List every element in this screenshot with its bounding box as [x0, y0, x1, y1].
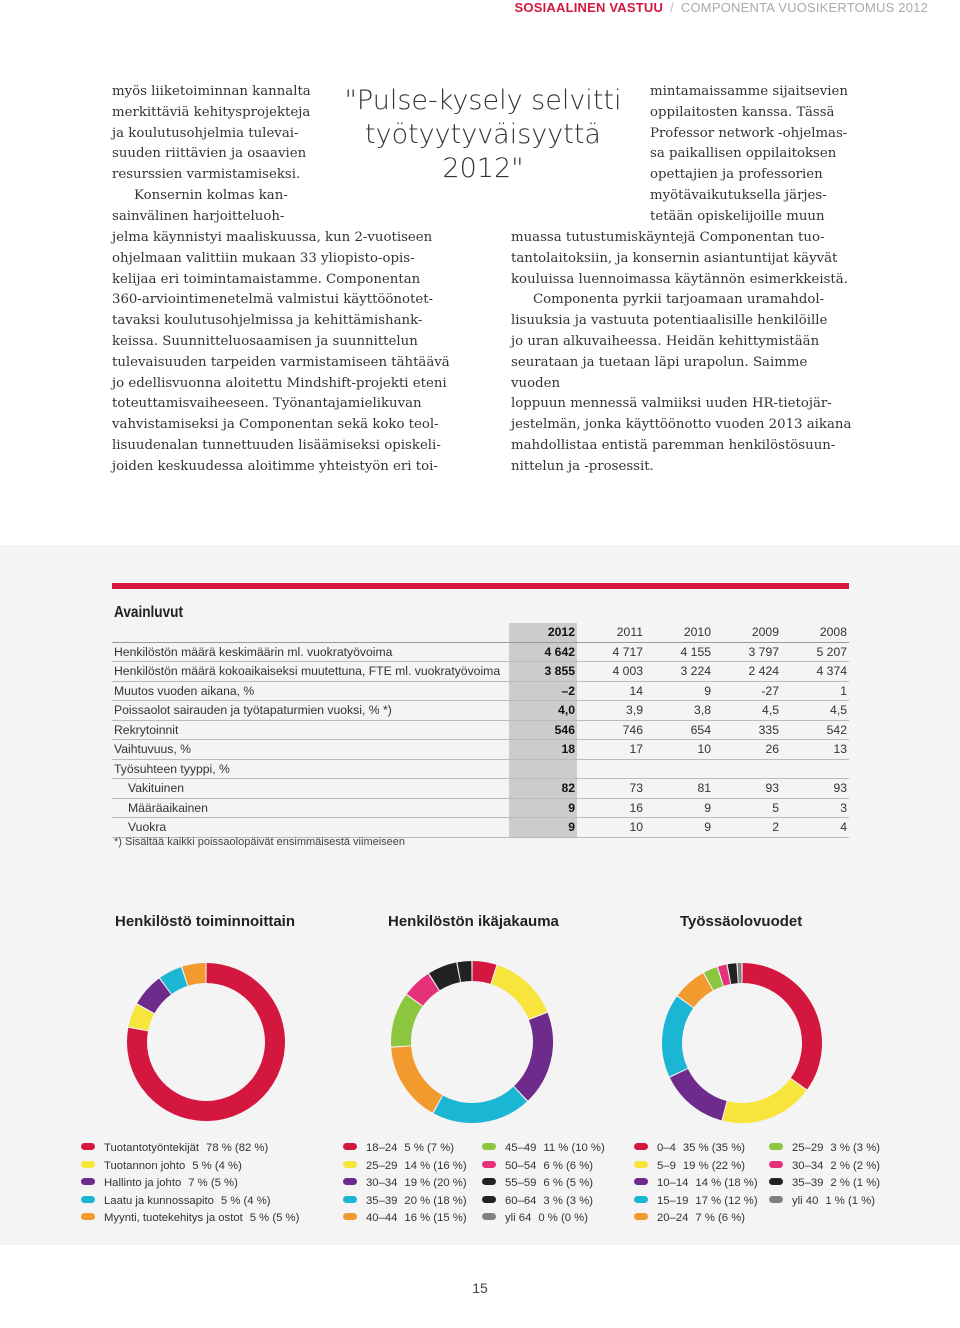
- donut-slice: [679, 1073, 724, 1110]
- legend-swatch: [343, 1196, 357, 1203]
- value-cell: 3 855: [509, 662, 577, 682]
- donut-slice: [473, 971, 494, 974]
- legend-value: 35 % (35 %): [682, 1142, 746, 1154]
- donut-slice: [709, 977, 720, 982]
- text-line: ohjelmaan valittiin mukaan 33 yliopisto-opis-: [112, 250, 415, 266]
- text-line: resurssien varmistamiseksi.: [112, 167, 301, 183]
- value-cell: 2: [713, 818, 781, 838]
- text-line: kelijaa eri toimintamaistamme. Componentan: [112, 271, 421, 287]
- value-cell: 9: [645, 818, 713, 838]
- legend-item: [343, 1140, 467, 1158]
- legend-swatch: [343, 1213, 357, 1220]
- legend-value: 5 % (5 %): [249, 1212, 300, 1224]
- header-label-cell: [112, 623, 509, 642]
- value-cell: -27: [713, 681, 781, 701]
- value-cell: 3 797: [713, 642, 781, 662]
- text-col1-narrow: [112, 82, 312, 228]
- legend-item: [81, 1140, 299, 1158]
- value-cell: 73: [577, 779, 645, 799]
- value-cell: 335: [713, 720, 781, 740]
- value-cell: [577, 759, 645, 779]
- legend-label: 20–24: [657, 1212, 689, 1224]
- value-cell: 654: [645, 720, 713, 740]
- text-line: Componenta pyrkii tarjoamaan uramahdol-: [533, 292, 825, 308]
- legend-value: 5 % (4 %): [220, 1194, 271, 1207]
- text-line: loppuun mennessä valmiiksi uuden HR-tietojär-: [511, 396, 832, 412]
- legend-tenure-b: [769, 1140, 880, 1210]
- legend-swatch: [769, 1143, 783, 1150]
- legend-value: 2 % (2 %): [830, 1159, 881, 1172]
- legend-swatch: [769, 1178, 783, 1185]
- year-header: 2012: [509, 623, 577, 642]
- row-label: Työsuhteen tyyppi, %: [112, 759, 509, 779]
- pull-quote: [338, 84, 628, 186]
- chart-title-functions: Henkilöstö toiminnoittain: [115, 913, 295, 930]
- donut-slice: [459, 971, 471, 972]
- legend-swatch: [482, 1161, 496, 1168]
- value-cell: 4,5: [713, 701, 781, 721]
- legend-swatch: [634, 1213, 648, 1220]
- legend-item: [81, 1175, 299, 1193]
- year-header: 2009: [713, 623, 781, 642]
- text-line: jo edellisvuonna aloitettu Mindshift-projekti eteni: [112, 375, 447, 391]
- legend-value: 2 % (1 %): [830, 1177, 881, 1189]
- legend-value: 19 % (20 %): [404, 1177, 467, 1189]
- legend-item: [482, 1210, 605, 1228]
- table-row: [112, 642, 849, 662]
- value-cell: 18: [509, 740, 577, 760]
- legend-item: [343, 1210, 467, 1228]
- legend-label: yli 40: [792, 1194, 819, 1207]
- text-line: joiden keskuudessa aloitimme yhteistyön eri toi-: [112, 458, 438, 474]
- quote-line: 2012": [442, 153, 524, 184]
- legend-item: [81, 1210, 299, 1228]
- value-cell: 4 003: [577, 662, 645, 682]
- donut-slice: [415, 982, 434, 999]
- text-line: kouluissa luennoimassa käytännön esimerkkeistä.: [511, 271, 848, 287]
- legend-tenure-a: [634, 1140, 758, 1228]
- legend-item: [343, 1193, 467, 1211]
- text-line: sa paikallisen oppilaitoksen: [650, 146, 837, 162]
- text-line: seurataan ja tuetaan läpi urapolun. Saimme vuoden: [511, 354, 808, 391]
- text-line: jo uran alkuvaiheessa. Heidän kehittymistään: [511, 333, 820, 349]
- table-row: [112, 779, 849, 799]
- value-cell: 81: [645, 779, 713, 799]
- donut-slice: [166, 977, 184, 986]
- legend-swatch: [769, 1196, 783, 1203]
- text-line: lisuuksia ja vastuuta potentiaalisille henkilöille: [511, 313, 828, 329]
- donut-slice: [725, 1085, 798, 1113]
- page-number: 15: [472, 1280, 488, 1296]
- table-footnote: *) Sisältää kaikki poissaolopäivät ensimmäisestä viimeiseen: [114, 836, 406, 848]
- text-col2-narrow: [650, 82, 850, 228]
- legend-item: [634, 1158, 758, 1176]
- table-row: [112, 740, 849, 760]
- text-line: nittelun ja -prosessit.: [511, 458, 654, 474]
- donut-slice: [521, 1016, 543, 1093]
- legend-label: 50–54: [505, 1159, 537, 1172]
- text-line: ja koulutusohjelmia tulevai-: [112, 125, 299, 141]
- legend-label: 25–29: [792, 1142, 824, 1154]
- value-cell: 9: [645, 681, 713, 701]
- text-line: 360-arviointimenetelmä valmistui käyttöönotet-: [112, 292, 434, 308]
- row-label: Vakituinen: [112, 779, 509, 799]
- value-cell: 10: [645, 740, 713, 760]
- value-cell: –2: [509, 681, 577, 701]
- text-line: tantolaitoksiin, ja konsernin asiantuntijat käyvät: [511, 250, 838, 266]
- legend-label: 30–34: [792, 1159, 824, 1172]
- legend-functions: [81, 1140, 299, 1228]
- donut-slice: [434, 972, 458, 981]
- year-header: 2011: [577, 623, 645, 642]
- legend-value: 16 % (15 %): [404, 1212, 467, 1224]
- quote-line: "Pulse-kysely selvitti: [344, 85, 622, 116]
- legend-item: [81, 1193, 299, 1211]
- legend-swatch: [482, 1196, 496, 1203]
- legend-swatch: [81, 1213, 95, 1220]
- legend-label: 0–4: [657, 1142, 676, 1154]
- row-label: Henkilöstön määrä keskimäärin ml. vuokratyövoima: [112, 642, 509, 662]
- row-label: Määräaikainen: [112, 798, 509, 818]
- value-cell: 9: [645, 798, 713, 818]
- table-row: [112, 662, 849, 682]
- legend-value: 19 % (22 %): [682, 1159, 746, 1172]
- legend-label: 5–9: [657, 1159, 676, 1172]
- year-header: 2008: [781, 623, 849, 642]
- donut-slice: [401, 1001, 414, 1046]
- legend-value: 7 % (6 %): [695, 1212, 746, 1224]
- donut-slice: [438, 1094, 520, 1113]
- table-row: [112, 759, 849, 779]
- row-label: Vaihtuvuus, %: [112, 740, 509, 760]
- legend-label: Tuotantotyöntekijät: [104, 1142, 200, 1154]
- text-line: opettajien ja professorien: [650, 167, 823, 183]
- value-cell: 4,0: [509, 701, 577, 721]
- legend-label: Myynti, tuotekehitys ja ostot: [104, 1212, 243, 1224]
- legend-label: 15–19: [657, 1194, 689, 1207]
- donut-chart-functions: [126, 962, 286, 1122]
- legend-swatch: [634, 1196, 648, 1203]
- legend-age-a: [343, 1140, 467, 1228]
- legend-label: 18–24: [366, 1142, 398, 1154]
- legend-item: [634, 1210, 758, 1228]
- legend-label: Laatu ja kunnossapito: [104, 1194, 214, 1207]
- text-line: Konsernin kolmas kan-: [134, 187, 288, 203]
- legend-swatch: [634, 1178, 648, 1185]
- table-row: [112, 818, 849, 838]
- legend-value: 14 % (16 %): [404, 1159, 467, 1172]
- legend-item: [634, 1193, 758, 1211]
- legend-value: 1 % (1 %): [825, 1194, 875, 1207]
- key-figures-table: [112, 623, 849, 838]
- text-line: myös liiketoiminnan kannalta: [112, 84, 311, 99]
- legend-value: 20 % (18 %): [404, 1194, 467, 1207]
- legend-swatch: [769, 1161, 783, 1168]
- legend-item: [81, 1158, 299, 1176]
- value-cell: 546: [509, 720, 577, 740]
- legend-value: 14 % (18 %): [695, 1177, 758, 1189]
- text-line: Professor network -ohjelmas-: [650, 125, 848, 141]
- legend-swatch: [81, 1161, 95, 1168]
- row-label: Vuokra: [112, 818, 509, 838]
- value-cell: 10: [577, 818, 645, 838]
- text-col2-wide: [511, 228, 856, 478]
- value-cell: 3,8: [645, 701, 713, 721]
- legend-swatch: [482, 1178, 496, 1185]
- text-col1-wide: [112, 228, 457, 478]
- chart-title-age: Henkilöstön ikäjakauma: [388, 913, 559, 930]
- legend-item: [769, 1140, 880, 1158]
- legend-label: 40–44: [366, 1212, 398, 1224]
- legend-value: 11 % (10 %): [543, 1142, 605, 1154]
- value-cell: 4 155: [645, 642, 713, 662]
- text-line: jelma käynnistyi maaliskuussa, kun 2-vuotiseen: [112, 230, 433, 245]
- legend-swatch: [634, 1161, 648, 1168]
- text-line: myötävaikutuksella järjes-: [650, 187, 827, 203]
- value-cell: 5 207: [781, 642, 849, 662]
- text-line: vahvistamiseksi ja Componentan sekä koko teol-: [112, 417, 439, 433]
- text-line: mahdollistaa entistä paremman henkilöstösuun-: [511, 437, 836, 453]
- value-cell: [509, 759, 577, 779]
- chart-title-tenure: Työssäolovuodet: [680, 913, 803, 930]
- value-cell: 16: [577, 798, 645, 818]
- value-cell: 9: [509, 818, 577, 838]
- row-label: Henkilöstön määrä kokoaikaiseksi muutettuna, FTE ml. vuokratyövoima: [112, 662, 509, 682]
- value-cell: [781, 759, 849, 779]
- donut-slice: [686, 982, 708, 1001]
- legend-value: 3 % (3 %): [543, 1194, 594, 1207]
- legend-item: [482, 1140, 605, 1158]
- legend-item: [769, 1158, 880, 1176]
- key-figures-rule: [112, 583, 849, 589]
- donut-slice: [401, 1047, 437, 1104]
- row-label: Rekrytoinnit: [112, 720, 509, 740]
- value-cell: 1: [781, 681, 849, 701]
- legend-label: 30–34: [366, 1177, 398, 1189]
- header-separator: /: [670, 0, 674, 15]
- donut-chart-age: [390, 960, 554, 1124]
- legend-item: [769, 1175, 880, 1193]
- legend-swatch: [81, 1143, 95, 1150]
- text-line: tetään opiskelijoille muun: [650, 208, 825, 224]
- key-figures-title: Avainluvut: [114, 604, 184, 621]
- legend-item: [634, 1140, 758, 1158]
- table-row: [112, 701, 849, 721]
- value-cell: [645, 759, 713, 779]
- text-line: keissa. Suunnitteluosaamisen ja suunnittelun: [112, 333, 418, 349]
- text-line: mintamaissamme sijaitsevien: [650, 84, 848, 99]
- legend-label: 45–49: [505, 1142, 537, 1154]
- donut-slice: [185, 973, 205, 976]
- legend-value: 6 % (5 %): [543, 1177, 594, 1189]
- value-cell: 17: [577, 740, 645, 760]
- donut-slice: [743, 973, 812, 1084]
- donut-slice: [494, 975, 537, 1016]
- legend-age-b: [482, 1140, 605, 1228]
- table-row: [112, 798, 849, 818]
- legend-swatch: [343, 1143, 357, 1150]
- donut-slice: [729, 973, 737, 974]
- value-cell: 5: [713, 798, 781, 818]
- value-cell: 4 717: [577, 642, 645, 662]
- text-line: suuden riittävien ja osaavien: [112, 146, 307, 162]
- table-row: [112, 720, 849, 740]
- text-line: lisuudenalan tunnettuuden lisäämiseksi opiskeli-: [112, 437, 441, 453]
- legend-item: [482, 1193, 605, 1211]
- quote-line: työtyytyväisyyttä: [365, 119, 601, 150]
- legend-value: 6 % (6 %): [543, 1159, 594, 1172]
- value-cell: 93: [713, 779, 781, 799]
- value-cell: 93: [781, 779, 849, 799]
- text-line: sainvälinen harjoitteluoh-: [112, 208, 285, 224]
- value-cell: 3 224: [645, 662, 713, 682]
- text-line: muassa tutustumiskäyntejä Componentan tuo-: [511, 230, 825, 245]
- legend-value: 17 % (12 %): [695, 1194, 758, 1207]
- value-cell: 542: [781, 720, 849, 740]
- legend-label: Tuotannon johto: [104, 1159, 186, 1172]
- legend-label: 35–39: [792, 1177, 824, 1189]
- legend-swatch: [81, 1196, 95, 1203]
- legend-label: 10–14: [657, 1177, 689, 1189]
- legend-value: 78 % (82 %): [206, 1142, 269, 1154]
- donut-chart-tenure: [661, 962, 823, 1124]
- value-cell: 4: [781, 818, 849, 838]
- value-cell: 2 424: [713, 662, 781, 682]
- legend-swatch: [634, 1143, 648, 1150]
- value-cell: 14: [577, 681, 645, 701]
- text-line: jestelmän, jonka käyttöönotto vuoden 2013 aikana: [511, 417, 852, 433]
- legend-value: 3 % (3 %): [830, 1142, 881, 1154]
- legend-label: 60–64: [505, 1194, 537, 1207]
- table-row: [112, 681, 849, 701]
- legend-swatch: [343, 1161, 357, 1168]
- text-line: tavaksi koulutusohjelmissa ja kehittämishank-: [112, 313, 423, 329]
- text-line: oppilaitosten kanssa. Tässä: [650, 104, 835, 120]
- legend-item: [634, 1175, 758, 1193]
- legend-value: 5 % (7 %): [404, 1142, 455, 1154]
- value-cell: 4 642: [509, 642, 577, 662]
- value-cell: 82: [509, 779, 577, 799]
- value-cell: 4 374: [781, 662, 849, 682]
- legend-item: [343, 1158, 467, 1176]
- legend-swatch: [81, 1178, 95, 1185]
- value-cell: 4,5: [781, 701, 849, 721]
- legend-value: 0 % (0 %): [538, 1212, 588, 1224]
- row-label: Poissaolot sairauden ja työtapaturmien vuoksi, % *): [112, 701, 509, 721]
- table-header-row: [112, 623, 849, 642]
- section-label: SOSIAALINEN VASTUU: [514, 0, 664, 15]
- value-cell: [713, 759, 781, 779]
- legend-item: [769, 1193, 880, 1211]
- value-cell: 3: [781, 798, 849, 818]
- legend-label: yli 64: [505, 1212, 532, 1224]
- legend-label: 35–39: [366, 1194, 398, 1207]
- row-label: Muutos vuoden aikana, %: [112, 681, 509, 701]
- legend-item: [482, 1158, 605, 1176]
- year-header: 2010: [645, 623, 713, 642]
- legend-value: 7 % (5 %): [188, 1177, 238, 1189]
- legend-label: 55–59: [505, 1177, 537, 1189]
- legend-label: Hallinto ja johto: [104, 1177, 182, 1189]
- legend-label: 25–29: [366, 1159, 398, 1172]
- donut-slice: [146, 987, 165, 1009]
- publication-label: COMPONENTA VUOSIKERTOMUS 2012: [680, 0, 928, 15]
- text-line: merkittäviä kehitysprojekteja: [112, 104, 311, 120]
- value-cell: 3,9: [577, 701, 645, 721]
- text-line: tulevaisuuden tarpeiden varmistamiseen tähtäävä: [112, 354, 450, 370]
- legend-item: [482, 1175, 605, 1193]
- running-header: [515, 0, 928, 15]
- legend-item: [343, 1175, 467, 1193]
- donut-slice: [672, 1002, 685, 1072]
- value-cell: 9: [509, 798, 577, 818]
- value-cell: 746: [577, 720, 645, 740]
- value-cell: 13: [781, 740, 849, 760]
- legend-swatch: [343, 1178, 357, 1185]
- donut-slice: [138, 1009, 145, 1028]
- legend-swatch: [482, 1143, 496, 1150]
- value-cell: 26: [713, 740, 781, 760]
- legend-value: 5 % (4 %): [192, 1159, 242, 1172]
- legend-swatch: [482, 1213, 496, 1220]
- donut-slice: [721, 974, 728, 976]
- text-line: toteuttamisvaiheeseen. Työnantajamielikuvan: [112, 396, 422, 412]
